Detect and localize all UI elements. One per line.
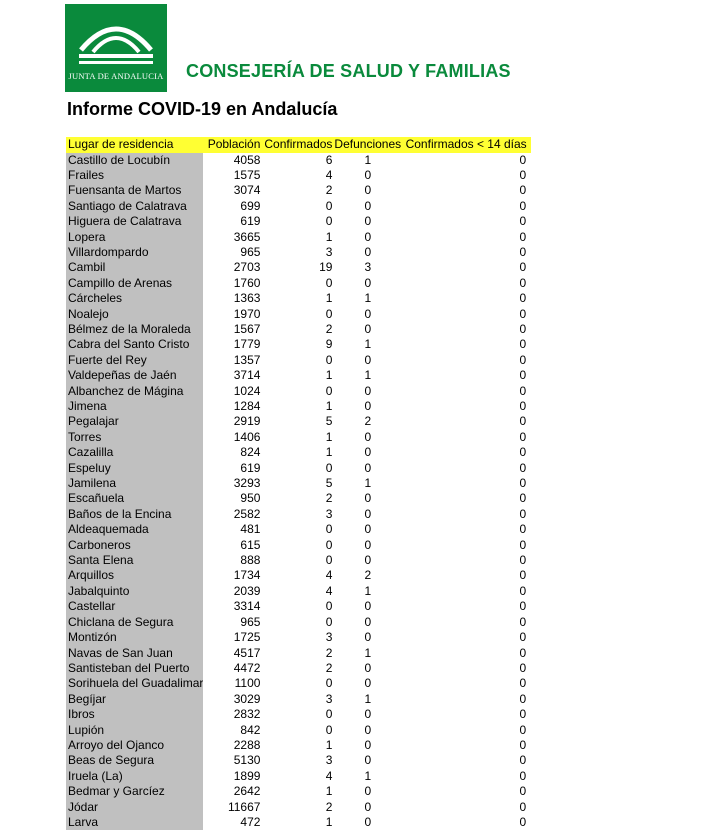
table-row	[66, 507, 531, 522]
table-row	[66, 491, 531, 506]
cell-deaths: 0	[364, 383, 372, 398]
table-row	[66, 800, 531, 815]
cell-population: 1357	[233, 352, 261, 367]
cell-population: 472	[240, 814, 261, 829]
cell-population: 3665	[233, 229, 261, 244]
cell-deaths: 1	[364, 583, 372, 598]
cell-confirmed-14-days: 0	[519, 291, 527, 306]
cell-confirmed-14-days: 0	[519, 229, 527, 244]
cell-confirmed: 0	[325, 614, 333, 629]
cell-confirmed-14-days: 0	[519, 537, 527, 552]
cell-confirmed-14-days: 0	[519, 614, 527, 629]
cell-confirmed-14-days: 0	[519, 167, 527, 182]
cell-deaths: 0	[364, 522, 372, 537]
cell-deaths: 0	[364, 183, 372, 198]
table-row	[66, 414, 531, 429]
cell-population: 950	[240, 491, 261, 506]
cell-confirmed: 1	[325, 445, 333, 460]
cell-deaths: 1	[364, 691, 372, 706]
cell-place: Lupión	[66, 723, 203, 738]
cell-confirmed: 0	[325, 275, 333, 290]
cell-population: 1100	[234, 676, 261, 691]
cell-confirmed: 0	[325, 352, 333, 367]
table-row	[66, 399, 531, 414]
cell-population: 1779	[233, 337, 261, 352]
table-row	[66, 476, 531, 491]
table-row	[66, 553, 531, 568]
table-row	[66, 183, 531, 198]
cell-population: 3293	[233, 476, 261, 491]
cell-place: Albanchez de Mágina	[66, 384, 203, 399]
cell-confirmed: 2	[325, 491, 333, 506]
cell-confirmed-14-days: 0	[519, 352, 527, 367]
cell-confirmed: 5	[325, 414, 333, 429]
cell-confirmed-14-days: 0	[519, 768, 527, 783]
cell-confirmed: 0	[325, 460, 333, 475]
cell-confirmed-14-days: 0	[519, 198, 527, 213]
cell-confirmed-14-days: 0	[519, 460, 527, 475]
cell-deaths: 1	[364, 768, 372, 783]
table-row	[66, 646, 531, 661]
cell-place: Higuera de Calatrava	[66, 214, 203, 229]
cell-population: 1284	[233, 399, 261, 413]
cell-confirmed-14-days: 0	[519, 814, 527, 829]
table-row	[66, 260, 531, 275]
cell-deaths: 0	[364, 198, 372, 213]
table-row	[66, 245, 531, 260]
cell-confirmed: 1	[325, 737, 333, 752]
cell-population: 1734	[233, 568, 261, 583]
table-row	[66, 153, 531, 168]
cell-confirmed: 4	[325, 768, 333, 783]
cell-confirmed: 0	[325, 553, 333, 568]
table-row	[66, 307, 531, 322]
cell-deaths: 0	[364, 676, 372, 691]
cell-confirmed: 0	[325, 522, 333, 537]
cell-confirmed: 1	[325, 291, 333, 306]
cell-confirmed: 1	[325, 399, 333, 413]
column-header-confirmed: Confirmados	[264, 137, 333, 151]
cell-population: 1567	[233, 321, 261, 336]
cell-place: Fuensanta de Martos	[66, 183, 203, 198]
cell-place: Bélmez de la Moraleda	[66, 322, 203, 337]
cell-confirmed-14-days: 0	[519, 568, 527, 583]
cell-confirmed-14-days: 0	[519, 753, 527, 768]
table-row	[66, 353, 531, 368]
column-header-deaths: Defunciones	[334, 137, 402, 151]
cell-population: 2288	[233, 737, 261, 752]
cell-place: Iruela (La)	[66, 769, 203, 784]
table-row	[66, 599, 531, 614]
cell-confirmed: 2	[325, 660, 333, 675]
table-row	[66, 615, 531, 630]
cell-place: Cambil	[66, 260, 203, 275]
cell-place: Villardompardo	[66, 245, 203, 260]
cell-deaths: 0	[364, 707, 372, 722]
cell-confirmed-14-days: 0	[519, 275, 527, 290]
table-row	[66, 322, 531, 337]
cell-place: Torres	[66, 430, 203, 445]
cell-population: 3314	[233, 599, 261, 614]
cell-deaths: 1	[364, 368, 372, 383]
cell-place: Aldeaquemada	[66, 522, 203, 537]
header-row	[66, 137, 531, 153]
cell-confirmed-14-days: 0	[519, 583, 527, 598]
cell-deaths: 1	[364, 152, 372, 167]
cell-place: Valdepeñas de Jaén	[66, 368, 203, 383]
cell-deaths: 0	[364, 537, 372, 552]
cell-deaths: 2	[364, 414, 372, 429]
cell-deaths: 0	[364, 814, 372, 829]
cell-deaths: 0	[364, 799, 372, 814]
cell-deaths: 0	[364, 599, 372, 614]
cell-confirmed-14-days: 0	[519, 337, 527, 352]
cell-confirmed-14-days: 0	[519, 676, 527, 691]
cell-confirmed-14-days: 0	[519, 399, 527, 413]
cell-confirmed-14-days: 0	[519, 476, 527, 491]
cell-place: Jabalquinto	[66, 584, 203, 599]
cell-place: Jódar	[66, 800, 203, 815]
cell-confirmed: 2	[325, 799, 333, 814]
cell-confirmed: 0	[325, 722, 333, 737]
cell-population: 3029	[233, 691, 261, 706]
cell-confirmed: 1	[325, 368, 333, 383]
cell-population: 842	[240, 722, 261, 737]
cell-confirmed-14-days: 0	[519, 383, 527, 398]
cell-place: Montizón	[66, 630, 203, 645]
cell-deaths: 0	[364, 737, 372, 752]
cell-population: 1970	[233, 306, 261, 321]
table-row	[66, 276, 531, 291]
cell-place: Jimena	[66, 399, 203, 414]
table-row	[66, 337, 531, 352]
cell-confirmed-14-days: 0	[519, 214, 527, 229]
cell-place: Castillo de Locubín	[66, 153, 203, 168]
cell-population: 2832	[233, 707, 261, 722]
cell-deaths: 1	[364, 337, 372, 352]
table-row	[66, 384, 531, 399]
cell-confirmed: 4	[325, 568, 333, 583]
cell-population: 965	[240, 614, 261, 629]
cell-deaths: 0	[364, 784, 372, 799]
cell-population: 615	[240, 537, 261, 552]
cell-population: 1899	[233, 768, 261, 783]
org-name: CONSEJERÍA DE SALUD Y FAMILIAS	[186, 60, 511, 81]
cell-confirmed-14-days: 0	[519, 722, 527, 737]
table-row	[66, 692, 531, 707]
cell-population: 2642	[233, 784, 261, 799]
cell-population: 481	[240, 522, 261, 537]
cell-place: Begíjar	[66, 692, 203, 707]
cell-place: Navas de San Juan	[66, 646, 203, 661]
cell-deaths: 0	[364, 460, 372, 475]
cell-place: Campillo de Arenas	[66, 276, 203, 291]
table-row	[66, 753, 531, 768]
table-row	[66, 230, 531, 245]
cell-population: 2582	[233, 506, 261, 521]
cell-deaths: 0	[364, 491, 372, 506]
cell-confirmed: 3	[325, 753, 333, 768]
covid-data-table	[66, 137, 531, 830]
cell-confirmed: 1	[325, 814, 333, 829]
cell-confirmed-14-days: 0	[519, 368, 527, 383]
cell-confirmed: 19	[319, 260, 333, 275]
cell-deaths: 0	[364, 429, 372, 444]
cell-deaths: 0	[364, 722, 372, 737]
cell-confirmed-14-days: 0	[519, 522, 527, 537]
cell-confirmed: 1	[325, 429, 333, 444]
cell-population: 888	[240, 553, 261, 568]
cell-place: Pegalajar	[66, 414, 203, 429]
cell-place: Noalejo	[66, 307, 203, 322]
cell-population: 4472	[233, 660, 261, 675]
cell-deaths: 0	[364, 214, 372, 229]
cell-place: Arquillos	[66, 568, 203, 583]
cell-confirmed: 0	[325, 198, 333, 213]
cell-confirmed-14-days: 0	[519, 737, 527, 752]
cell-population: 2703	[233, 260, 261, 275]
table-row	[66, 461, 531, 476]
column-header-population: Población	[203, 137, 263, 153]
cell-population: 5130	[233, 753, 261, 768]
cell-population: 3074	[233, 183, 261, 198]
cell-population: 1575	[233, 167, 261, 182]
cell-confirmed: 5	[325, 476, 333, 491]
cell-place: Jamilena	[66, 476, 203, 491]
table-header	[66, 137, 531, 153]
cell-population: 1024	[233, 383, 261, 398]
table-row	[66, 661, 531, 676]
cell-confirmed-14-days: 0	[519, 321, 527, 336]
table-row	[66, 291, 531, 306]
cell-deaths: 0	[364, 244, 372, 259]
cell-confirmed-14-days: 0	[519, 491, 527, 506]
cell-deaths: 0	[364, 630, 372, 645]
cell-deaths: 0	[364, 306, 372, 321]
cell-place: Castellar	[66, 599, 203, 614]
cell-confirmed-14-days: 0	[519, 152, 527, 167]
cell-confirmed: 2	[325, 183, 333, 198]
table-row	[66, 769, 531, 784]
column-header-confirmed-14-days: Confirmados < 14 días	[401, 137, 531, 153]
cell-place: Santisteban del Puerto	[66, 661, 203, 676]
cell-confirmed: 4	[325, 583, 333, 598]
cell-deaths: 2	[364, 568, 372, 583]
cell-confirmed: 2	[325, 321, 333, 336]
table-row	[66, 707, 531, 722]
cell-deaths: 0	[364, 321, 372, 336]
table-body	[66, 153, 531, 831]
cell-deaths: 0	[364, 352, 372, 367]
cell-place: Cazalilla	[66, 445, 203, 460]
cell-confirmed-14-days: 0	[519, 445, 527, 460]
cell-place: Santiago de Calatrava	[66, 199, 203, 214]
cell-confirmed-14-days: 0	[519, 429, 527, 444]
table-row	[66, 538, 531, 553]
cell-deaths: 0	[364, 553, 372, 568]
cell-confirmed-14-days: 0	[519, 707, 527, 722]
cell-confirmed-14-days: 0	[519, 630, 527, 645]
cell-place: Espeluy	[66, 461, 203, 476]
cell-confirmed-14-days: 0	[519, 799, 527, 814]
cell-population: 2919	[233, 414, 261, 429]
cell-population: 1725	[233, 630, 261, 645]
cell-population: 3714	[233, 368, 261, 383]
table-row	[66, 630, 531, 645]
cell-confirmed: 3	[325, 630, 333, 645]
cell-population: 11667	[227, 799, 261, 814]
logo-text: JUNTA DE ANDALUCIA	[68, 71, 164, 81]
cell-deaths: 0	[364, 399, 372, 413]
cell-place: Larva	[66, 815, 203, 830]
cell-place: Fuerte del Rey	[66, 353, 203, 368]
cell-deaths: 1	[364, 476, 372, 491]
cell-confirmed-14-days: 0	[519, 183, 527, 198]
cell-deaths: 1	[364, 291, 372, 306]
cell-place: Frailes	[66, 168, 203, 183]
cell-confirmed: 3	[325, 691, 333, 706]
cell-deaths: 3	[364, 260, 372, 275]
report-title: Informe COVID-19 en Andalucía	[67, 99, 338, 119]
cell-deaths: 0	[364, 753, 372, 768]
cell-place: Sorihuela del Guadalimar	[68, 676, 204, 691]
cell-confirmed: 0	[325, 537, 333, 552]
cell-place: Cárcheles	[66, 291, 203, 306]
cell-confirmed: 0	[325, 676, 333, 691]
table-row	[66, 522, 531, 537]
table-row	[66, 676, 531, 691]
table-row	[66, 168, 531, 183]
cell-confirmed: 6	[325, 152, 333, 167]
cell-confirmed: 4	[325, 167, 333, 182]
cell-population: 824	[240, 445, 261, 460]
cell-deaths: 0	[364, 167, 372, 182]
cell-place: Baños de la Encina	[66, 507, 203, 522]
cell-place: Chiclana de Segura	[66, 615, 203, 630]
cell-place: Bedmar y Garcíez	[66, 784, 203, 799]
cell-place: Cabra del Santo Cristo	[66, 337, 203, 352]
cell-population: 1406	[233, 429, 261, 444]
cell-confirmed: 1	[325, 784, 333, 799]
table-row	[66, 584, 531, 599]
cell-population: 1363	[233, 291, 261, 306]
table-row	[66, 445, 531, 460]
cell-confirmed: 0	[325, 599, 333, 614]
cell-confirmed: 0	[325, 707, 333, 722]
cell-place: Escañuela	[66, 491, 203, 506]
cell-confirmed-14-days: 0	[519, 244, 527, 259]
cell-population: 699	[240, 198, 261, 213]
table-row	[66, 815, 531, 830]
cell-place: Lopera	[66, 230, 203, 245]
table-row	[66, 214, 531, 229]
cell-confirmed: 2	[325, 645, 333, 660]
cell-confirmed: 9	[325, 337, 333, 352]
cell-place: Arroyo del Ojanco	[66, 738, 203, 753]
table-row	[66, 368, 531, 383]
cell-population: 4517	[233, 645, 261, 660]
cell-confirmed: 3	[325, 244, 333, 259]
table-row	[66, 738, 531, 753]
cell-confirmed: 0	[325, 214, 333, 229]
cell-deaths: 0	[364, 614, 372, 629]
table-row	[66, 430, 531, 445]
cell-place: Ibros	[66, 707, 203, 722]
cell-confirmed-14-days: 0	[519, 645, 527, 660]
cell-confirmed: 0	[325, 383, 333, 398]
cell-deaths: 0	[364, 660, 372, 675]
cell-population: 619	[240, 214, 261, 229]
cell-population: 4058	[233, 152, 261, 167]
cell-confirmed: 0	[325, 306, 333, 321]
cell-place: Santa Elena	[66, 553, 203, 568]
cell-confirmed-14-days: 0	[519, 553, 527, 568]
cell-place: Beas de Segura	[66, 753, 203, 768]
cell-confirmed-14-days: 0	[519, 691, 527, 706]
cell-confirmed-14-days: 0	[519, 506, 527, 521]
cell-confirmed-14-days: 0	[519, 260, 527, 275]
cell-population: 619	[240, 460, 261, 475]
table-row	[66, 784, 531, 799]
cell-confirmed: 3	[325, 506, 333, 521]
cell-place: Carboneros	[66, 538, 203, 553]
cell-confirmed-14-days: 0	[519, 599, 527, 614]
cell-deaths: 0	[364, 506, 372, 521]
cell-confirmed-14-days: 0	[519, 660, 527, 675]
cell-deaths: 0	[364, 229, 372, 244]
cell-deaths: 0	[364, 275, 372, 290]
cell-confirmed: 1	[325, 229, 333, 244]
table-row	[66, 199, 531, 214]
cell-deaths: 1	[364, 645, 372, 660]
cell-population: 2039	[233, 583, 261, 598]
cell-population: 965	[240, 244, 261, 259]
cell-population: 1760	[233, 275, 261, 290]
junta-de-andalucia-logo	[65, 4, 167, 92]
table-row	[66, 568, 531, 583]
cell-deaths: 0	[364, 445, 372, 460]
column-header-place: Lugar de residencia	[66, 137, 203, 153]
cell-confirmed-14-days: 0	[519, 414, 527, 429]
cell-confirmed-14-days: 0	[519, 784, 527, 799]
cell-confirmed-14-days: 0	[519, 306, 527, 321]
table-row	[66, 723, 531, 738]
